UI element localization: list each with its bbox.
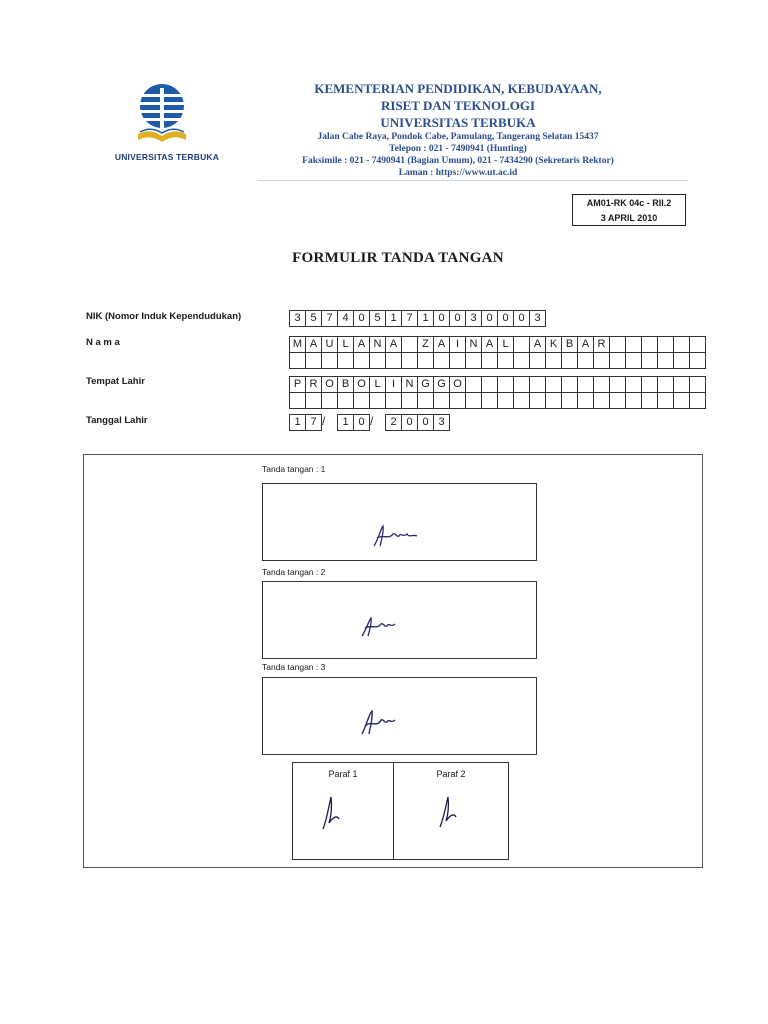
grid-cell: I	[385, 376, 402, 393]
grid-cell	[625, 392, 642, 409]
grid-cell: A	[305, 336, 322, 353]
paraf-1-box	[292, 762, 394, 860]
grid-cell	[577, 352, 594, 369]
grid-cell: G	[417, 376, 434, 393]
grid-cell	[561, 392, 578, 409]
grid-cell	[369, 352, 386, 369]
grid-cell	[465, 392, 482, 409]
nama-grid-row1	[289, 336, 705, 353]
grid-cell: P	[289, 376, 306, 393]
grid-cell	[321, 392, 338, 409]
grid-cell	[561, 352, 578, 369]
signature-1-label: Tanda tangan : 1	[262, 464, 326, 474]
grid-cell	[353, 392, 370, 409]
tanggal-lahir-label: Tanggal Lahir	[86, 415, 148, 426]
letterhead	[258, 80, 658, 179]
signature-2-label: Tanda tangan : 2	[262, 567, 326, 577]
grid-cell: R	[305, 376, 322, 393]
university-emblem-icon	[134, 84, 198, 148]
nama-label: N a m a	[86, 337, 120, 348]
grid-cell: 3	[433, 414, 450, 431]
grid-cell	[481, 352, 498, 369]
grid-cell: N	[369, 336, 386, 353]
signature-3-label: Tanda tangan : 3	[262, 662, 326, 672]
signature-scribble-icon	[359, 612, 419, 642]
grid-cell: A	[529, 336, 546, 353]
tgl-day-grid	[289, 414, 321, 431]
grid-cell: 5	[369, 310, 386, 327]
grid-cell	[641, 392, 658, 409]
grid-cell	[385, 392, 402, 409]
grid-cell: 0	[497, 310, 514, 327]
grid-cell	[593, 376, 610, 393]
grid-cell: 3	[529, 310, 546, 327]
grid-cell: N	[465, 336, 482, 353]
grid-cell	[529, 376, 546, 393]
grid-cell	[673, 352, 690, 369]
grid-cell	[513, 352, 530, 369]
date-separator: /	[322, 414, 326, 428]
grid-cell: A	[385, 336, 402, 353]
grid-cell	[641, 336, 658, 353]
university-name: UNIVERSITAS TERBUKA	[380, 115, 536, 130]
grid-cell: N	[401, 376, 418, 393]
grid-cell	[657, 336, 674, 353]
grid-cell: 4	[337, 310, 354, 327]
grid-cell	[289, 352, 306, 369]
grid-cell	[289, 392, 306, 409]
website: Laman : https://www.ut.ac.id	[398, 168, 518, 178]
doc-date: 3 APRIL 2010	[600, 213, 658, 223]
grid-cell	[609, 392, 626, 409]
grid-cell: 0	[353, 310, 370, 327]
form-title: FORMULIR TANDA TANGAN	[292, 250, 504, 266]
grid-cell	[657, 352, 674, 369]
letterhead-divider	[258, 180, 688, 181]
grid-cell: 3	[465, 310, 482, 327]
grid-cell	[657, 376, 674, 393]
grid-cell: 1	[385, 310, 402, 327]
doc-code: AM01-RK 04c - RII.2	[586, 198, 672, 208]
grid-cell	[577, 392, 594, 409]
signature-scribble-icon	[359, 706, 419, 740]
grid-cell: 0	[401, 414, 418, 431]
grid-cell	[417, 352, 434, 369]
grid-cell	[497, 392, 514, 409]
grid-cell: 5	[305, 310, 322, 327]
paraf-scribble-icon	[436, 793, 466, 833]
grid-cell	[513, 336, 530, 353]
grid-cell	[545, 392, 562, 409]
date-separator: /	[370, 414, 374, 428]
grid-cell	[321, 352, 338, 369]
nik-grid	[289, 310, 545, 327]
grid-cell: R	[593, 336, 610, 353]
grid-cell	[593, 392, 610, 409]
grid-cell	[481, 376, 498, 393]
grid-cell	[465, 352, 482, 369]
grid-cell: 1	[417, 310, 434, 327]
grid-cell: A	[577, 336, 594, 353]
grid-cell	[353, 352, 370, 369]
grid-cell	[609, 352, 626, 369]
grid-cell: L	[497, 336, 514, 353]
grid-cell	[449, 352, 466, 369]
tempat-grid-row2	[289, 392, 705, 409]
grid-cell: 7	[305, 414, 322, 431]
grid-cell	[529, 392, 546, 409]
grid-cell	[465, 376, 482, 393]
grid-cell: A	[353, 336, 370, 353]
grid-cell	[673, 392, 690, 409]
grid-cell	[673, 376, 690, 393]
grid-cell	[545, 352, 562, 369]
grid-cell	[641, 352, 658, 369]
grid-cell	[689, 352, 706, 369]
grid-cell	[513, 392, 530, 409]
ministry-line2: RISET DAN TEKNOLOGI	[380, 98, 536, 113]
grid-cell	[625, 376, 642, 393]
logo-text: UNIVERSITAS TERBUKA	[114, 152, 220, 162]
grid-cell	[625, 352, 642, 369]
grid-cell	[609, 376, 626, 393]
grid-cell	[305, 352, 322, 369]
grid-cell	[625, 336, 642, 353]
signature-2-box	[262, 581, 537, 659]
grid-cell	[497, 376, 514, 393]
grid-cell	[545, 376, 562, 393]
ministry-line1: KEMENTERIAN PENDIDIKAN, KEBUDAYAAN,	[314, 81, 602, 96]
grid-cell	[305, 392, 322, 409]
signature-scribble-icon	[371, 520, 431, 550]
grid-cell	[481, 392, 498, 409]
grid-cell	[337, 392, 354, 409]
paraf-1-label: Paraf 1	[328, 769, 358, 779]
tempat-grid-row1	[289, 376, 705, 393]
nik-label: NIK (Nomor Induk Kependudukan)	[86, 311, 242, 322]
grid-cell	[337, 352, 354, 369]
grid-cell: B	[561, 336, 578, 353]
grid-cell: O	[321, 376, 338, 393]
grid-cell	[641, 376, 658, 393]
grid-cell	[561, 376, 578, 393]
grid-cell	[577, 376, 594, 393]
grid-cell: L	[369, 376, 386, 393]
grid-cell: 7	[321, 310, 338, 327]
grid-cell	[449, 392, 466, 409]
grid-cell: U	[321, 336, 338, 353]
grid-cell: 1	[289, 414, 306, 431]
grid-cell: 0	[417, 414, 434, 431]
grid-cell	[497, 352, 514, 369]
grid-cell	[609, 336, 626, 353]
grid-cell: 7	[401, 310, 418, 327]
grid-cell: G	[433, 376, 450, 393]
grid-cell	[657, 392, 674, 409]
tempat-lahir-label: Tempat Lahir	[86, 376, 145, 387]
grid-cell: A	[481, 336, 498, 353]
nama-grid-row2	[289, 352, 705, 369]
grid-cell	[689, 376, 706, 393]
grid-cell: Z	[417, 336, 434, 353]
paraf-2-box	[393, 762, 509, 860]
grid-cell: O	[353, 376, 370, 393]
grid-cell	[689, 336, 706, 353]
grid-cell	[433, 392, 450, 409]
grid-cell	[401, 352, 418, 369]
grid-cell: A	[433, 336, 450, 353]
grid-cell	[593, 352, 610, 369]
grid-cell: 0	[433, 310, 450, 327]
grid-cell	[689, 392, 706, 409]
phone: Telepon : 021 - 7490941 (Hunting)	[389, 144, 527, 154]
grid-cell	[513, 376, 530, 393]
paraf-scribble-icon	[319, 793, 349, 833]
grid-cell: M	[289, 336, 306, 353]
grid-cell	[401, 392, 418, 409]
tgl-month-grid	[337, 414, 369, 431]
grid-cell: K	[545, 336, 562, 353]
grid-cell: 0	[481, 310, 498, 327]
grid-cell: 0	[513, 310, 530, 327]
grid-cell	[369, 392, 386, 409]
grid-cell	[673, 336, 690, 353]
grid-cell: 2	[385, 414, 402, 431]
paraf-2-label: Paraf 2	[436, 769, 466, 779]
grid-cell: 0	[449, 310, 466, 327]
fax: Faksimile : 021 - 7490941 (Bagian Umum), 021 - 7434290 (Sekretaris Rektor)	[302, 156, 614, 166]
address: Jalan Cabe Raya, Pondok Cabe, Pamulang, Tangerang Selatan 15437	[317, 132, 599, 142]
grid-cell	[433, 352, 450, 369]
grid-cell: I	[449, 336, 466, 353]
tgl-year-grid	[385, 414, 449, 431]
grid-cell	[529, 352, 546, 369]
grid-cell: B	[337, 376, 354, 393]
grid-cell: 3	[289, 310, 306, 327]
grid-cell: L	[337, 336, 354, 353]
signature-1-box	[262, 483, 537, 561]
grid-cell: 0	[353, 414, 370, 431]
grid-cell	[417, 392, 434, 409]
grid-cell: O	[449, 376, 466, 393]
grid-cell	[401, 336, 418, 353]
grid-cell	[385, 352, 402, 369]
grid-cell: 1	[337, 414, 354, 431]
signature-3-box	[262, 677, 537, 755]
doc-code-box	[572, 194, 686, 226]
